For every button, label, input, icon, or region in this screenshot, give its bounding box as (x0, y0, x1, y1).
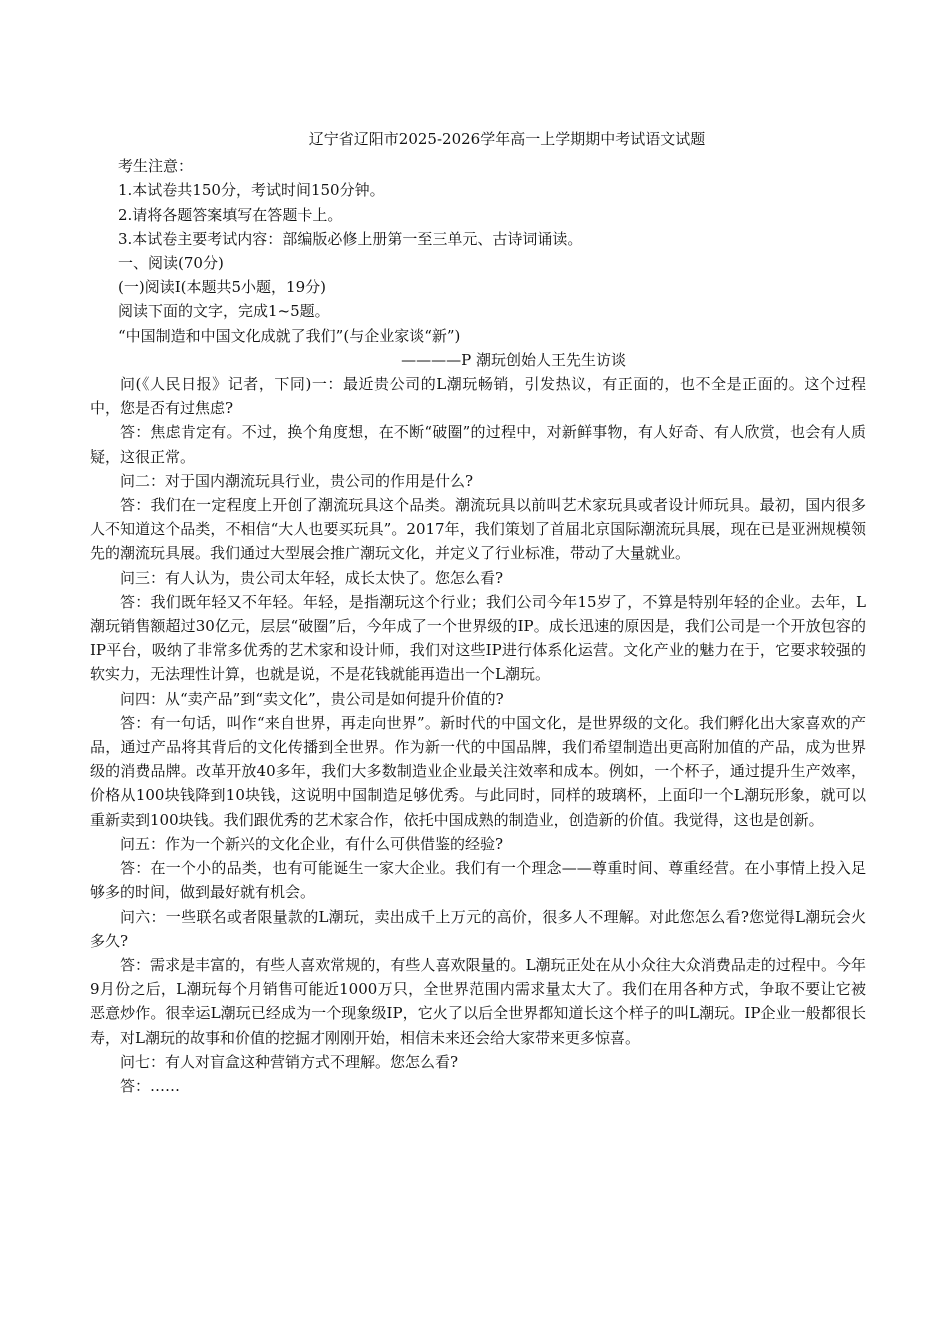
article-paragraph: 答：我们既年轻又不年轻。年轻，是指潮玩这个行业；我们公司今年15岁了，不算是特别年轻的企业。去年，L潮玩销售额超过30亿元，层层“破圈”后，今年成了一个世界级的IP。成长迅速的原因是，我们公司是一个开放包容的IP平台，吸纳了非常多优秀的艺术家和设计师，我们对这些IP进行体系化运营。文化产业的魅力在于，它要求较强的软实力，无法理性计算，也就是说，不是花钱就能再造出一个L潮玩。 (90, 592, 866, 684)
section-subheading: (一)阅读Ⅰ(本题共5小题，19分) (118, 278, 326, 297)
article-paragraph: 问四：从“卖产品”到“卖文化”，贵公司是如何提升价值的? (120, 689, 504, 708)
article-paragraph: 问(《人民日报》记者，下同)一：最近贵公司的L潮玩畅销，引发热议，有正面的，也不全是正面的。这个过程中，您是否有过焦虑? (90, 375, 866, 418)
article-paragraph: 答：我们在一定程度上开创了潮流玩具这个品类。潮流玩具以前叫艺术家玩具或者设计师玩具。最初，国内很多人不知道这个品类，不相信“大人也要买玩具”。2017年，我们策划了首届北京国际潮流玩具展，现在已是亚洲规模领先的潮流玩具展。我们通过大型展会推广潮玩文化，并定义了行业标准，带动了大量就业。 (90, 496, 866, 563)
article-paragraph: 答：需求是丰富的，有些人喜欢常规的，有些人喜欢限量的。L潮玩正处在从小众往大众消费品走的过程中。今年9月份之后，L潮玩每个月销售可能近1000万只，全世界范围内需求量太大了。我们在用各种方式，争取不要让它被恶意炒作。很幸运L潮玩已经成为一个现象级IP，它火了以后全世界都知道长这个样子的叫L潮玩。IP企业一般都很长寿，对L潮玩的故事和价值的挖掘才刚刚开始，相信未来还会给大家带来更多惊喜。 (90, 955, 866, 1047)
section-instruction: 阅读下面的文字，完成1~5题。 (118, 302, 330, 321)
exam-page (90, 127, 866, 1098)
article-paragraph: 问五：作为一个新兴的文化企业，有什么可供借鉴的经验? (120, 834, 504, 853)
article-paragraph: 问二：对于国内潮流玩具行业，贵公司的作用是什么? (120, 471, 474, 490)
notice-heading: 考生注意： (118, 157, 194, 176)
article-paragraph: 答：在一个小的品类，也有可能诞生一家大企业。我们有一个理念——尊重时间、尊重经营。在小事情上投入足够多的时间，做到最好就有机会。 (90, 859, 866, 902)
article-title: “中国制造和中国文化成就了我们”(与企业家谈“新”) (118, 326, 461, 345)
article-paragraph: 答：焦虑肯定有。不过，换个角度想，在不断“破圈”的过程中，对新鲜事物，有人好奇、有人欣赏，也会有人质疑，这很正常。 (90, 423, 866, 466)
notice-item: 3.本试卷主要考试内容：部编版必修上册第一至三单元、古诗词诵读。 (118, 229, 583, 248)
page-title: 辽宁省辽阳市2025-2026学年高一上学期期中考试语文试题 (308, 130, 706, 148)
article-paragraph: 问六：一些联名或者限量款的L潮玩，卖出成千上万元的高价，很多人不理解。对此您怎么看?您觉得L潮玩会火多久? (90, 907, 866, 950)
article-paragraph: 问三：有人认为，贵公司太年轻，成长太快了。您怎么看? (120, 568, 504, 587)
article-paragraph: 问七：有人对盲盒这种营销方式不理解。您怎么看? (120, 1052, 459, 1071)
article-byline: ————P 潮玩创始人王先生访谈 (401, 350, 626, 369)
notice-item: 2.请将各题答案填写在答题卡上。 (118, 205, 343, 224)
article-paragraph: 答：有一句话，叫作“来自世界，再走向世界”。新时代的中国文化，是世界级的文化。我们孵化出大家喜欢的产品，通过产品将其背后的文化传播到全世界。作为新一代的中国品牌，我们希望制造出更高附加值的产品，成为世界级的消费品牌。改革开放40多年，我们大多数制造业企业最关注效率和成本。例如，一个杯子，通过提升生产效率，价格从100块钱降到10块钱，这说明中国制造足够优秀。与此同时，同样的玻璃杯，上面印一个L潮玩形象，就可以重新卖到100块钱。我们跟优秀的艺术家合作，依托中国成熟的制造业，创造新的价值。我觉得，这也是创新。 (90, 713, 866, 829)
article-paragraph: 答：…… (120, 1076, 181, 1095)
section-heading: 一、阅读(70分) (118, 254, 224, 273)
notice-item: 1.本试卷共150分，考试时间150分钟。 (118, 181, 385, 200)
